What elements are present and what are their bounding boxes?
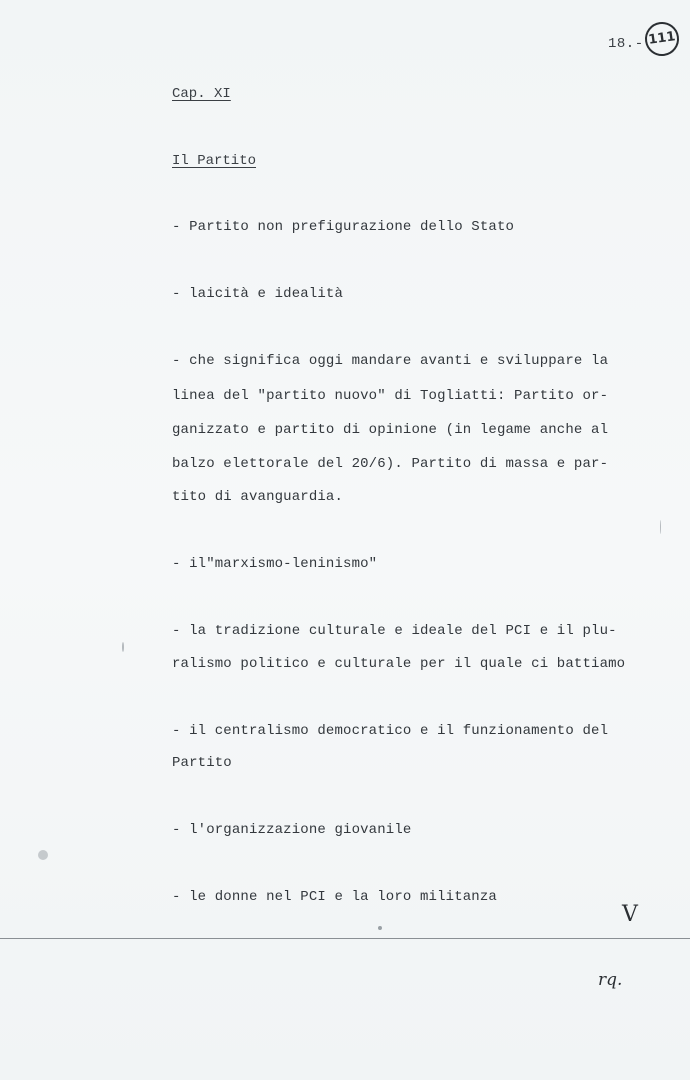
ink-speck xyxy=(122,642,124,652)
text-line: linea del "partito nuovo" di Togliatti: Partito or- xyxy=(172,388,609,404)
handwritten-initials: rq. xyxy=(598,970,623,990)
text-line: - Partito non prefigurazione dello Stato xyxy=(172,219,515,235)
page-number: 18.- xyxy=(608,36,644,52)
text-line: - l'organizzazione giovanile xyxy=(172,822,412,838)
text-line: ganizzato e partito di opinione (in legame anche al xyxy=(172,422,609,438)
text-line: - che significa oggi mandare avanti e sviluppare la xyxy=(172,353,609,369)
chapter-heading: Cap. XI xyxy=(172,86,231,102)
text-line: - le donne nel PCI e la loro militanza xyxy=(172,889,497,905)
text-line: balzo elettorale del 20/6). Partito di massa e par- xyxy=(172,456,609,472)
ink-speck xyxy=(38,850,48,860)
section-heading: Il Partito xyxy=(172,153,257,169)
text-line: Partito xyxy=(172,755,232,771)
text-line: - la tradizione culturale e ideale del PCI e il plu- xyxy=(172,623,617,639)
text-line: - il centralismo democratico e il funzionamento del xyxy=(172,723,609,739)
text-line: - laicità e idealità xyxy=(172,286,344,302)
archive-stamp: 111 xyxy=(643,20,681,58)
bottom-rule xyxy=(0,938,690,939)
handwritten-check-mark: V xyxy=(622,902,638,927)
ink-speck xyxy=(378,926,382,930)
text-line: ralismo politico e culturale per il quale ci battiamo xyxy=(172,656,626,672)
text-line: - il"marxismo-leninismo" xyxy=(172,556,378,572)
ink-speck xyxy=(660,520,661,534)
text-line: tito di avanguardia. xyxy=(172,489,344,505)
